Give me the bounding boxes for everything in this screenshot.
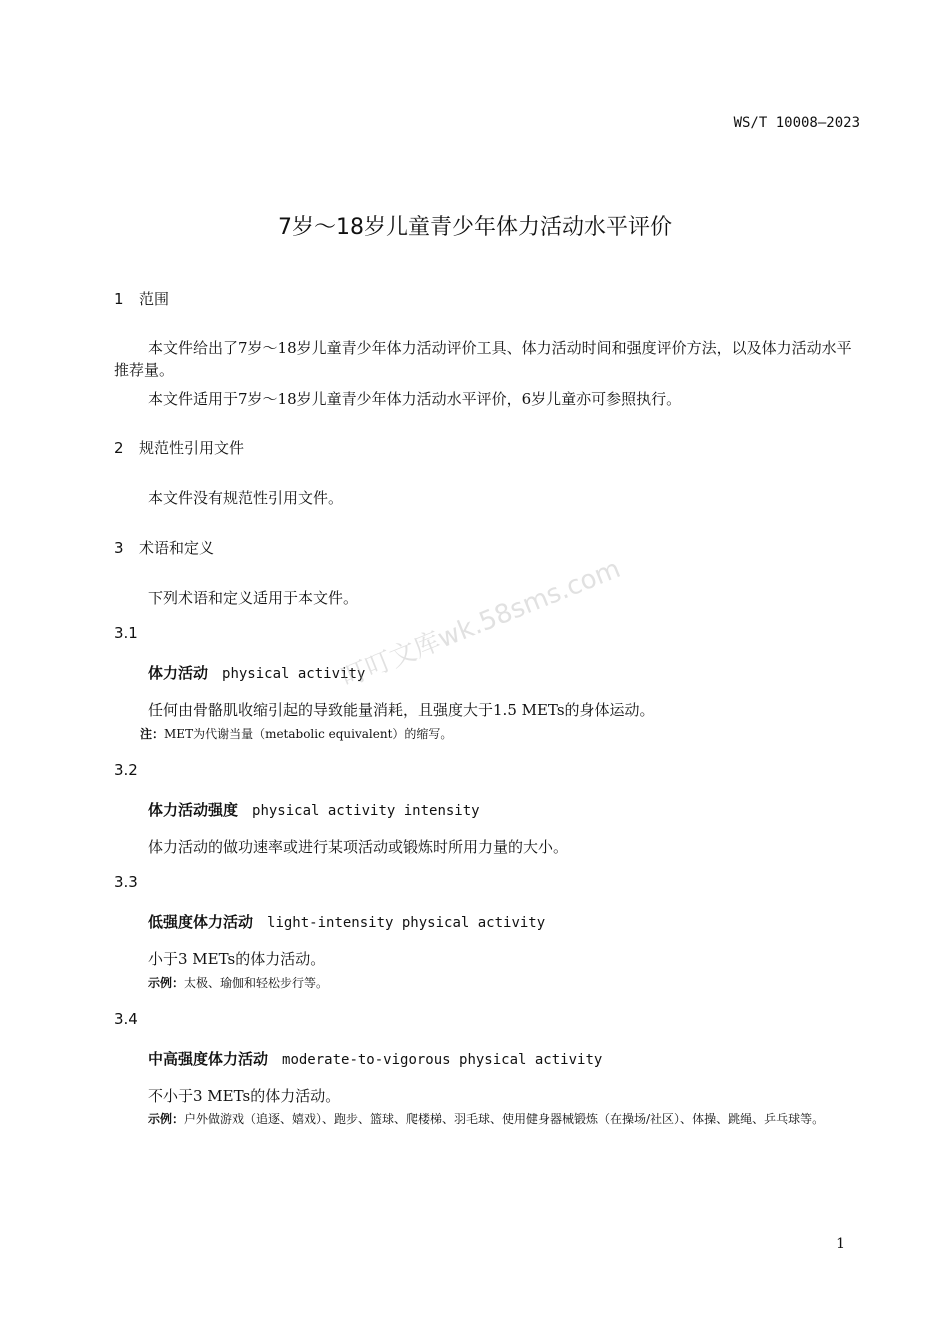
section-2-heading (114, 437, 244, 458)
clause-number-3-2: 3.2 (114, 761, 138, 779)
term-en: physical activity (222, 666, 366, 682)
section-title: 术语和定义 (139, 539, 215, 557)
definition-3-3: 小于3 METs的体力活动。 (148, 950, 326, 968)
section-title: 规范性引用文件 (139, 439, 245, 457)
watermark: 叮叮文库wk.58sms.com (337, 553, 625, 694)
section-1-paragraph-1: 本文件给出了7岁～18岁儿童青少年体力活动评价工具、体力活动时间和强度评价方法，以及体力活动水平推荐量。 (114, 339, 852, 379)
section-1-heading (114, 288, 169, 309)
section-3-heading (114, 537, 214, 558)
term-3-4 (148, 1048, 602, 1069)
standard-number: WS/T 10008—2023 (733, 115, 860, 131)
definition-3-1: 任何由骨骼肌收缩引起的导致能量消耗，且强度大于1.5 METs的身体运动。 (148, 701, 655, 719)
term-zh: 体力活动 (148, 664, 209, 682)
example-label: 示例： (148, 1112, 185, 1126)
definition-3-2: 体力活动的做功速率或进行某项活动或锻炼时所用力量的大小。 (148, 838, 569, 856)
term-zh: 体力活动强度 (148, 801, 239, 819)
term-zh: 中高强度体力活动 (148, 1050, 269, 1068)
note-3-1 (140, 725, 452, 742)
note-label: 注： (140, 727, 165, 741)
section-1-paragraph-2: 本文件适用于7岁～18岁儿童青少年体力活动水平评价，6岁儿童亦可参照执行。 (148, 390, 682, 408)
note-text: MET为代谢当量（metabolic equivalent）的缩写。 (164, 727, 453, 741)
section-number: 2 (114, 439, 124, 457)
example-3-3 (148, 974, 328, 991)
example-text: 户外做游戏（追逐、嬉戏）、跑步、篮球、爬楼梯、羽毛球、使用健身器械锻炼（在操场/社区）、体操、跳绳、乒乓球等。 (184, 1112, 825, 1126)
section-title: 范围 (139, 290, 170, 308)
example-label: 示例： (148, 976, 185, 990)
section-2-paragraph-1: 本文件没有规范性引用文件。 (148, 489, 344, 507)
page-number: 1 (836, 1236, 845, 1252)
example-3-4 (114, 1106, 860, 1133)
section-3-paragraph-1: 下列术语和定义适用于本文件。 (148, 589, 359, 607)
term-3-1 (148, 662, 365, 683)
term-en: moderate-to-vigorous physical activity (282, 1052, 603, 1068)
example-text: 太极、瑜伽和轻松步行等。 (184, 976, 329, 990)
section-number: 3 (114, 539, 124, 557)
definition-3-4: 不小于3 METs的体力活动。 (148, 1087, 341, 1105)
term-en: light-intensity physical activity (267, 915, 546, 931)
clause-number-3-3: 3.3 (114, 873, 138, 891)
term-3-2 (148, 799, 480, 820)
term-3-3 (148, 911, 545, 932)
document-title: 7岁～18岁儿童青少年体力活动水平评价 (278, 215, 672, 240)
term-en: physical activity intensity (252, 803, 480, 819)
section-number: 1 (114, 290, 124, 308)
clause-number-3-4: 3.4 (114, 1010, 138, 1028)
clause-number-3-1: 3.1 (114, 624, 138, 642)
term-zh: 低强度体力活动 (148, 913, 254, 931)
